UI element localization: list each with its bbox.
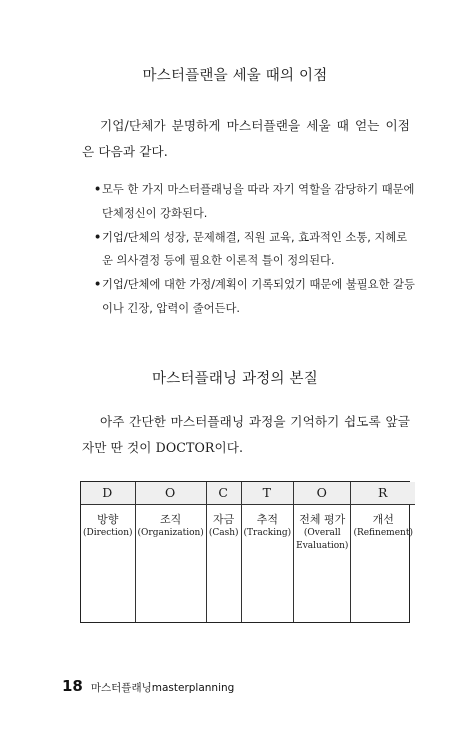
- essence-intro-paragraph: 아주 간단한 마스터플래닝 과정을 기억하기 쉽도록 앞글자만 딴 것이 DOCTOR이다.: [82, 414, 410, 455]
- doctor-letter: T: [242, 482, 294, 505]
- doctor-letter: R: [351, 482, 415, 505]
- bullet-dot-icon: •: [94, 278, 102, 292]
- bullet-item: [94, 226, 416, 274]
- doctor-english-term: (Direction): [83, 528, 133, 538]
- doctor-english-term: (Tracking): [243, 528, 292, 538]
- bullet-dot-icon: •: [94, 183, 102, 196]
- doctor-column: [351, 482, 415, 622]
- doctor-korean-term: 개선: [372, 513, 394, 526]
- bullet-text: 기업/단체에 대한 가정/계획이 기록되었기 때문에 불필요한 갈등이나 긴장, 압력이 줄어든다.: [102, 278, 415, 315]
- doctor-english-term: (Refinement): [353, 528, 413, 538]
- doctor-column: [207, 482, 242, 622]
- doctor-column: [136, 482, 207, 622]
- doctor-letter: O: [136, 482, 206, 505]
- doctor-korean-term: 자금: [213, 513, 235, 526]
- doctor-korean-term: 추적: [256, 513, 278, 526]
- doctor-korean-term: 조직: [160, 513, 182, 526]
- section-heading-benefits: 마스터플랜을 세울 때의 이점: [142, 68, 328, 84]
- doctor-letter: D: [81, 482, 135, 505]
- doctor-table: [80, 481, 413, 623]
- running-title: 마스터플래닝masterplanning: [90, 682, 235, 694]
- section-heading-essence: 마스터플래닝 과정의 본질: [152, 371, 318, 387]
- doctor-korean-term: 전체 평가: [299, 513, 346, 526]
- bullet-text: 기업/단체의 성장, 문제해결, 직원 교육, 효과적인 소통, 지혜로운 의사결정 등에 필요한 이론적 틀이 정의된다.: [102, 230, 408, 268]
- bullet-text: 모두 한 가지 마스터플래닝을 따라 자기 역할을 감당하기 때문에 단체정신이 강화된다.: [102, 183, 415, 220]
- benefits-bullet-list: [94, 178, 416, 321]
- benefits-intro-paragraph: 기업/단체가 분명하게 마스터플랜을 세울 때 얻는 이점은 다음과 같다.: [82, 118, 410, 159]
- page-number: 18: [62, 677, 83, 695]
- doctor-english-term: (Organization): [137, 528, 204, 538]
- doctor-english-term: (Overall Evaluation): [296, 528, 349, 551]
- doctor-column: [81, 482, 136, 622]
- bullet-item: [94, 273, 416, 321]
- doctor-letter: C: [207, 482, 241, 505]
- bullet-item: [94, 178, 416, 226]
- doctor-column: [294, 482, 351, 622]
- bullet-dot-icon: •: [94, 230, 102, 244]
- doctor-letter: O: [294, 482, 350, 505]
- doctor-korean-term: 방향: [97, 513, 119, 526]
- page-footer: [62, 676, 234, 695]
- doctor-english-term: (Cash): [208, 528, 239, 538]
- doctor-column: [242, 482, 295, 622]
